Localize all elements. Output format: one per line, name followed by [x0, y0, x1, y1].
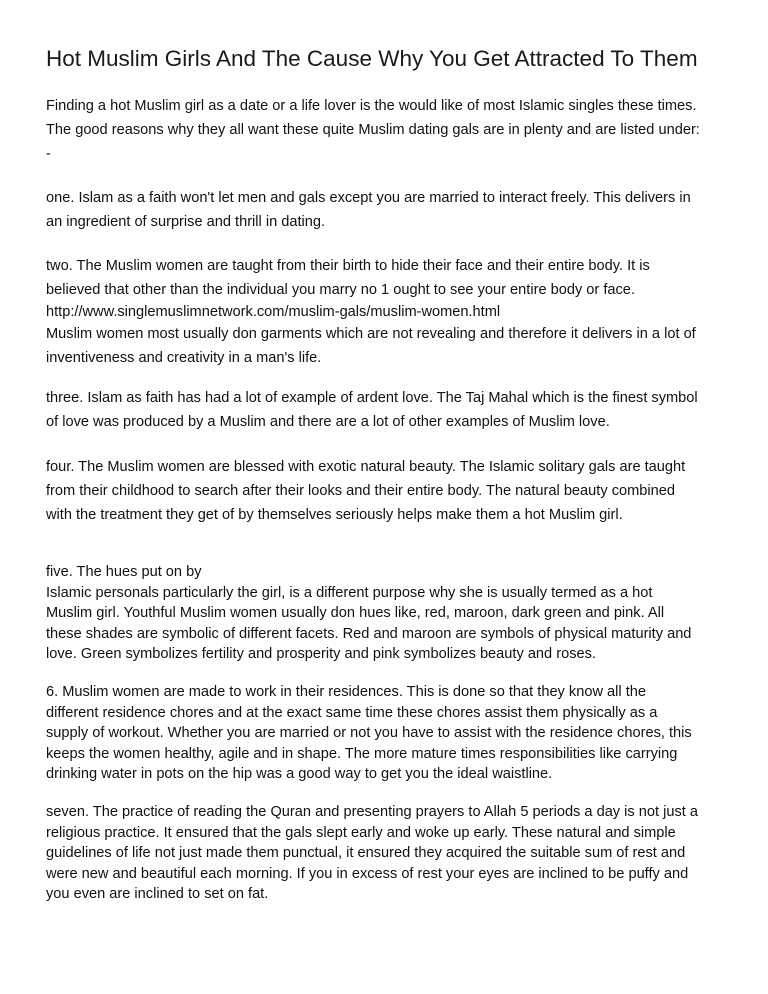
text-line: from their childhood to search after their looks and their entire body. The natural beauty combined [46, 483, 675, 499]
text-line: with the treatment they get of by themselves seriously helps make them a hot Muslim girl. [46, 507, 623, 523]
paragraph-seven [46, 802, 736, 905]
text-line: seven. The practice of reading the Quran and presenting prayers to Allah 5 periods a day is not just a [46, 804, 698, 820]
paragraph-six [46, 682, 736, 785]
text-line: guidelines of life not just made them punctual, it ensured they acquired the suitable sum of rest and [46, 845, 686, 861]
text-line: 6. Muslim women are made to work in their residences. This is done so that they know all the [46, 684, 646, 700]
paragraph-five [46, 562, 736, 665]
text-line: inventiveness and creativity in a man's life. [46, 350, 322, 366]
text-line: believed that other than the individual you marry no 1 ought to see your entire body or face. [46, 282, 635, 298]
text-line: three. Islam as faith has had a lot of example of ardent love. The Taj Mahal which is the finest symbol [46, 390, 698, 406]
text-line: Finding a hot Muslim girl as a date or a life lover is the would like of most Islamic singles these times. [46, 98, 697, 114]
page-title: Hot Muslim Girls And The Cause Why You Get Attracted To Them [46, 46, 698, 71]
text-line: one. Islam as a faith won't let men and gals except you are married to interact freely. This delivers in [46, 190, 691, 206]
text-line: five. The hues put on by [46, 564, 202, 580]
text-line: The good reasons why they all want these quite Muslim dating gals are in plenty and are listed under: [46, 122, 700, 138]
text-line: love. Green symbolizes fertility and prosperity and pink symbolizes beauty and roses. [46, 646, 596, 662]
text-line: of love was produced by a Muslim and there are a lot of other examples of Muslim love. [46, 414, 610, 430]
url-line: http://www.singlemuslimnetwork.com/muslim-gals/muslim-women.html [46, 304, 501, 320]
text-line: an ingredient of surprise and thrill in dating. [46, 214, 326, 230]
text-line: these shades are symbolic of different facets. Red and maroon are symbols of physical maturity and [46, 625, 692, 642]
paragraph-one [46, 186, 736, 234]
text-line: Muslim girl. Youthful Muslim women usually don hues like, red, maroon, dark green and pink. All [46, 605, 665, 621]
text-line: were new and beautiful each morning. If you in excess of rest your eyes are inclined to be puffy and [46, 865, 689, 882]
paragraph-two [46, 254, 736, 370]
paragraph-intro [46, 94, 736, 166]
text-line: two. The Muslim women are taught from their birth to hide their face and their entire body. It is [46, 258, 650, 274]
text-line: supply of workout. Whether you are married or not you have to assist with the residence chores, this [46, 725, 692, 741]
text-line: you even are inclined to set on fat. [46, 886, 269, 902]
text-line: four. The Muslim women are blessed with exotic natural beauty. The Islamic solitary gals are taught [46, 459, 686, 475]
text-line: - [46, 146, 51, 162]
paragraph-four [46, 455, 736, 527]
text-line: Islamic personals particularly the girl, is a different purpose why she is usually termed as a hot [46, 584, 653, 601]
paragraph-three [46, 386, 736, 434]
text-line: keeps the women healthy, agile and in shape. The more mature times responsibilities like carrying [46, 745, 678, 762]
text-line: drinking water in pots on the hip was a good way to get you the ideal waistline. [46, 766, 553, 782]
text-line: religious practice. It ensured that the gals slept early and woke up early. These natural and simple [46, 824, 676, 841]
text-line: different residence chores and at the exact same time these chores assist them physically as a [46, 704, 658, 721]
text-line: Muslim women most usually don garments which are not revealing and therefore it delivers in a lot of [46, 326, 696, 342]
